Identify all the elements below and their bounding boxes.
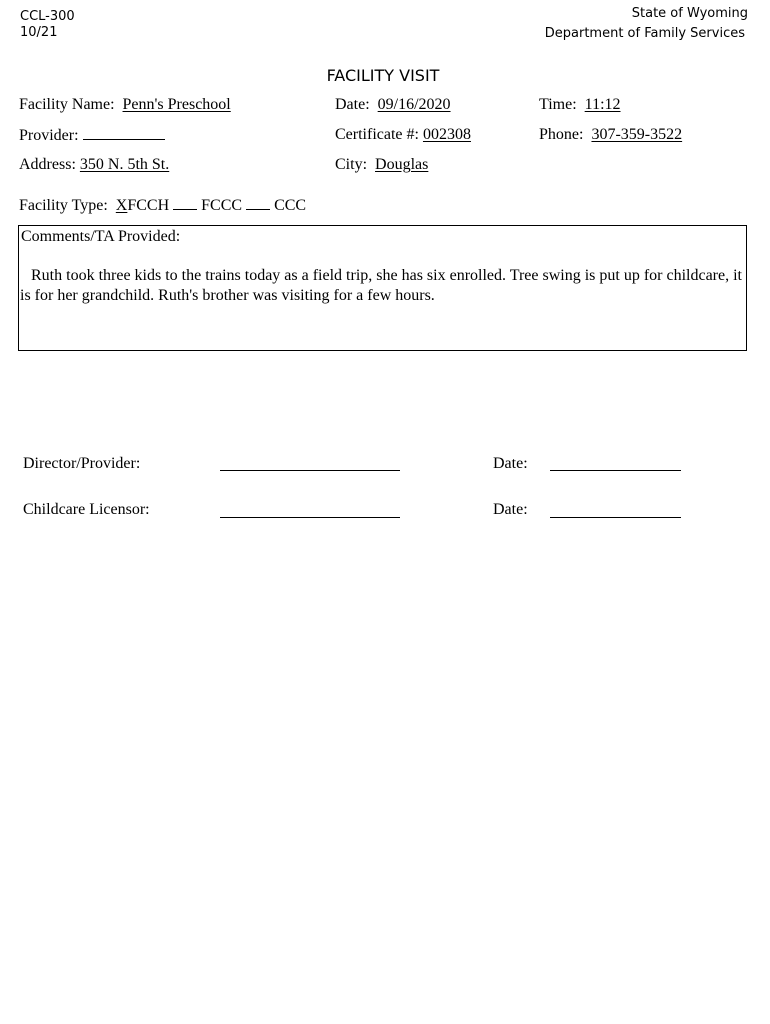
form-code bbox=[20, 9, 75, 41]
comments-box[interactable] bbox=[18, 225, 747, 351]
comments-text[interactable]: Ruth took three kids to the trains today as a field trip, she has six enrolled. Tree swing is put up for childcare, it is for her grandchild. Ruth's brother was visiting for a few hours. bbox=[20, 267, 742, 304]
certificate-row bbox=[335, 126, 471, 144]
phone-row bbox=[539, 126, 682, 144]
form-number: CCL-300 bbox=[20, 9, 75, 24]
time-row bbox=[539, 96, 621, 114]
director-date-line[interactable] bbox=[550, 470, 681, 471]
facility-name-value[interactable]: Penn's Preschool bbox=[122, 96, 231, 113]
fcch-option-label: FCCH bbox=[127, 197, 170, 214]
date-value[interactable]: 09/16/2020 bbox=[377, 96, 451, 113]
city-value[interactable]: Douglas bbox=[375, 156, 429, 173]
provider-label: Provider: bbox=[19, 127, 79, 144]
certificate-label: Certificate #: bbox=[335, 126, 419, 143]
date-row bbox=[335, 96, 451, 114]
licensor-signature-label: Childcare Licensor: bbox=[23, 501, 150, 518]
address-value[interactable]: 350 N. 5th St. bbox=[79, 156, 170, 173]
fccc-mark[interactable] bbox=[173, 196, 197, 210]
page-title: FACILITY VISIT bbox=[326, 66, 440, 85]
facility-name-row bbox=[19, 96, 231, 114]
form-revision-date: 10/21 bbox=[20, 25, 58, 40]
department-name: Department of Family Services bbox=[544, 26, 745, 41]
comments-label: Comments/TA Provided: bbox=[21, 228, 181, 245]
licensor-date-label: Date: bbox=[493, 501, 528, 518]
phone-label: Phone: bbox=[539, 126, 584, 143]
facility-type-label: Facility Type: bbox=[19, 197, 108, 214]
licensor-date-line[interactable] bbox=[550, 517, 681, 518]
ccc-mark[interactable] bbox=[246, 196, 270, 210]
provider-row bbox=[19, 126, 165, 145]
fccc-option-label: FCCC bbox=[201, 197, 243, 214]
fcch-mark[interactable]: X bbox=[115, 197, 128, 214]
address-label: Address: bbox=[19, 156, 76, 173]
director-signature-line[interactable] bbox=[220, 470, 400, 471]
city-row bbox=[335, 156, 428, 174]
provider-field[interactable] bbox=[83, 126, 165, 140]
licensor-signature-line[interactable] bbox=[220, 517, 400, 518]
time-label: Time: bbox=[539, 96, 577, 113]
address-row bbox=[19, 156, 169, 174]
phone-value[interactable]: 307-359-3522 bbox=[591, 126, 683, 143]
ccc-option-label: CCC bbox=[274, 197, 307, 214]
director-signature-label: Director/Provider: bbox=[23, 455, 141, 472]
date-label: Date: bbox=[335, 96, 370, 113]
facility-name-label: Facility Name: bbox=[19, 96, 115, 113]
state-name: State of Wyoming bbox=[631, 6, 748, 21]
certificate-value[interactable]: 002308 bbox=[422, 126, 471, 143]
city-label: City: bbox=[335, 156, 368, 173]
director-date-label: Date: bbox=[493, 455, 528, 472]
time-value[interactable]: 11:12 bbox=[584, 96, 621, 113]
facility-type-row bbox=[19, 196, 306, 215]
